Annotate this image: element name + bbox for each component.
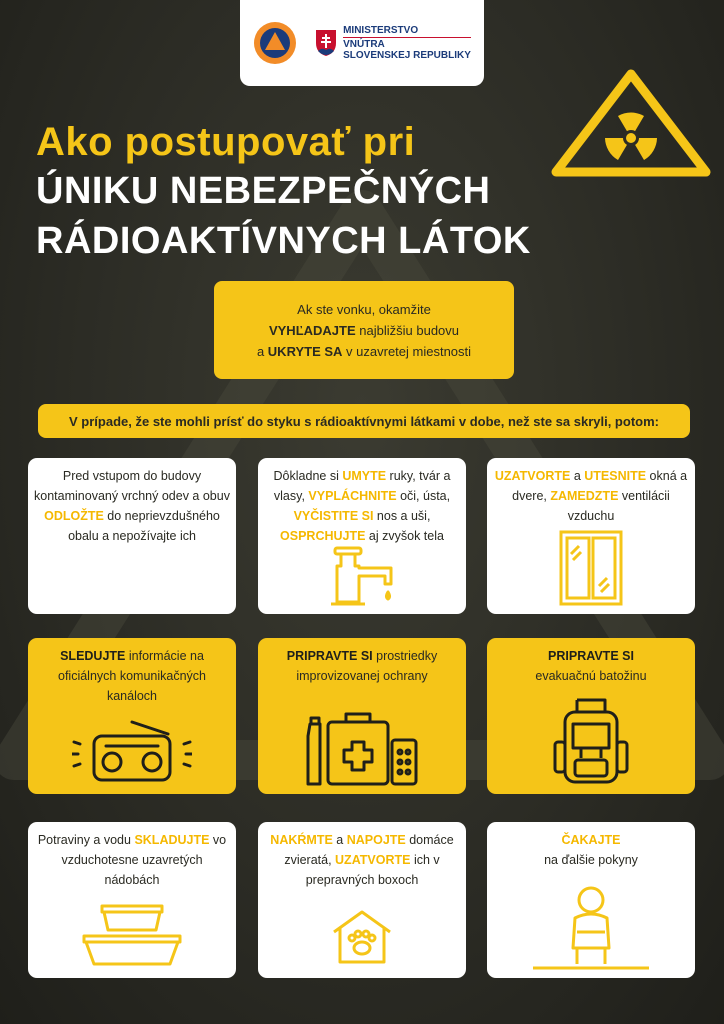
containers-icon <box>80 898 184 968</box>
pet-house-icon <box>330 908 394 966</box>
backpack-icon <box>551 696 631 786</box>
instruction-banner: V prípade, že ste mohli prísť do styku s rádioaktívnymi látkami v dobe, než ste sa skryli, potom: <box>38 404 690 438</box>
ministry-line3: SLOVENSKEJ REPUBLIKY <box>343 50 471 61</box>
civil-protection-logo-icon <box>253 21 297 65</box>
radio-icon <box>72 714 192 786</box>
card-follow-info: SLEDUJTE informácie na oficiálnych komunikačných kanáloch <box>28 638 236 794</box>
card-evacuation-bag: PRIPRAVTE SI evakuačnú batožinu <box>487 638 695 794</box>
page-title <box>36 118 531 266</box>
ministry-line1: MINISTERSTVO <box>343 25 471 38</box>
first-aid-kit-icon <box>302 702 422 786</box>
faucet-icon <box>327 546 397 610</box>
slovak-coat-of-arms-icon <box>315 29 337 57</box>
ministry-line2: VNÚTRA <box>343 39 385 50</box>
callout-line1: Ak ste vonku, okamžite <box>297 301 431 317</box>
card-store-food: Potraviny a vodu SKLADUJTE vo vzduchotesne uzavretých nádobách <box>28 822 236 978</box>
shelter-callout <box>214 281 514 379</box>
title-line2: ÚNIKU NEBEZPEČNÝCH <box>36 170 491 212</box>
logo-header <box>240 0 484 86</box>
card-wash: Dôkladne si UMYTE ruky, tvár a vlasy, VYPLÁCHNITE oči, ústa, VYČISTITE SI nos a uši, OSPRCHUJTE aj zvyšok tela <box>258 458 466 614</box>
window-icon <box>559 530 623 606</box>
card-feed-pets: NAKŔMTE a NAPOJTE domáce zvieratá, UZATVORTE ich v prepravných boxoch <box>258 822 466 978</box>
waiting-person-icon <box>531 884 651 970</box>
radiation-warning-icon <box>548 66 714 180</box>
card-seal-windows: UZATVORTE a UTESNITE okná a dvere, ZAMEDZTE ventilácii vzduchu <box>487 458 695 614</box>
callout-line2: VYHĽADAJTE najbližšiu budovu <box>268 322 460 338</box>
title-line3: RÁDIOAKTÍVNYCH LÁTOK <box>36 220 531 262</box>
card-protection-kit: PRIPRAVTE SI prostriedky improvizovanej ochrany <box>258 638 466 794</box>
title-line1: Ako postupovať pri <box>36 120 416 164</box>
ministry-name <box>343 25 471 61</box>
callout-line3: a UKRYTE SA v uzavretej miestnosti <box>256 343 472 359</box>
card-remove-clothing: Pred vstupom do budovy kontaminovaný vrchný odev a obuv ODLOŽTE do neprievzdušného obalu a nepožívajte ich <box>28 458 236 614</box>
card-wait: ČAKAJTE na ďalšie pokyny <box>487 822 695 978</box>
